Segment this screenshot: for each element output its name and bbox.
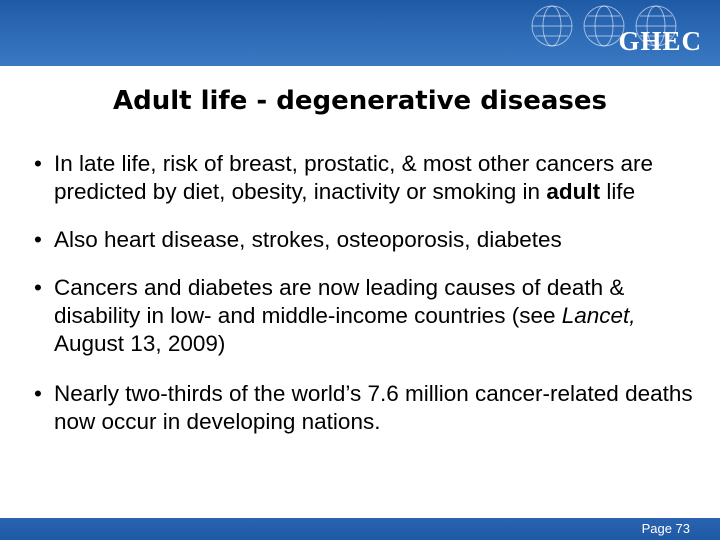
header-band [0,0,720,66]
footer-band [0,518,720,540]
bullet-item [34,380,704,436]
bullet-text: Also heart disease, strokes, osteoporosis, diabetes [54,227,562,252]
slide-title: Adult life - degenerative diseases [112,86,608,116]
page-number: Page 73 [641,521,690,536]
citation-text: Lancet, [561,303,636,328]
bullet-text: Cancers and diabetes are now leading causes of death & disability in low- and middle-income countries (see [54,275,625,328]
bullet-text: In late life, risk of breast, prostatic, & most other cancers are predicted by diet, obesity, inactivity or smoking in [54,151,653,204]
bullet-text: Nearly two-thirds of the world’s 7.6 million cancer-related deaths now occur in developing nations. [54,381,693,434]
bullet-item [34,226,704,254]
bullet-text: August 13, 2009) [54,331,226,356]
bullet-item [34,150,704,206]
bullet-text: life [600,179,636,204]
bullet-bold-text: adult [546,179,601,204]
bullet-item [34,274,704,358]
bullet-list [34,150,704,436]
logo-text: GHEC [618,26,702,56]
ghec-logo [508,4,708,64]
